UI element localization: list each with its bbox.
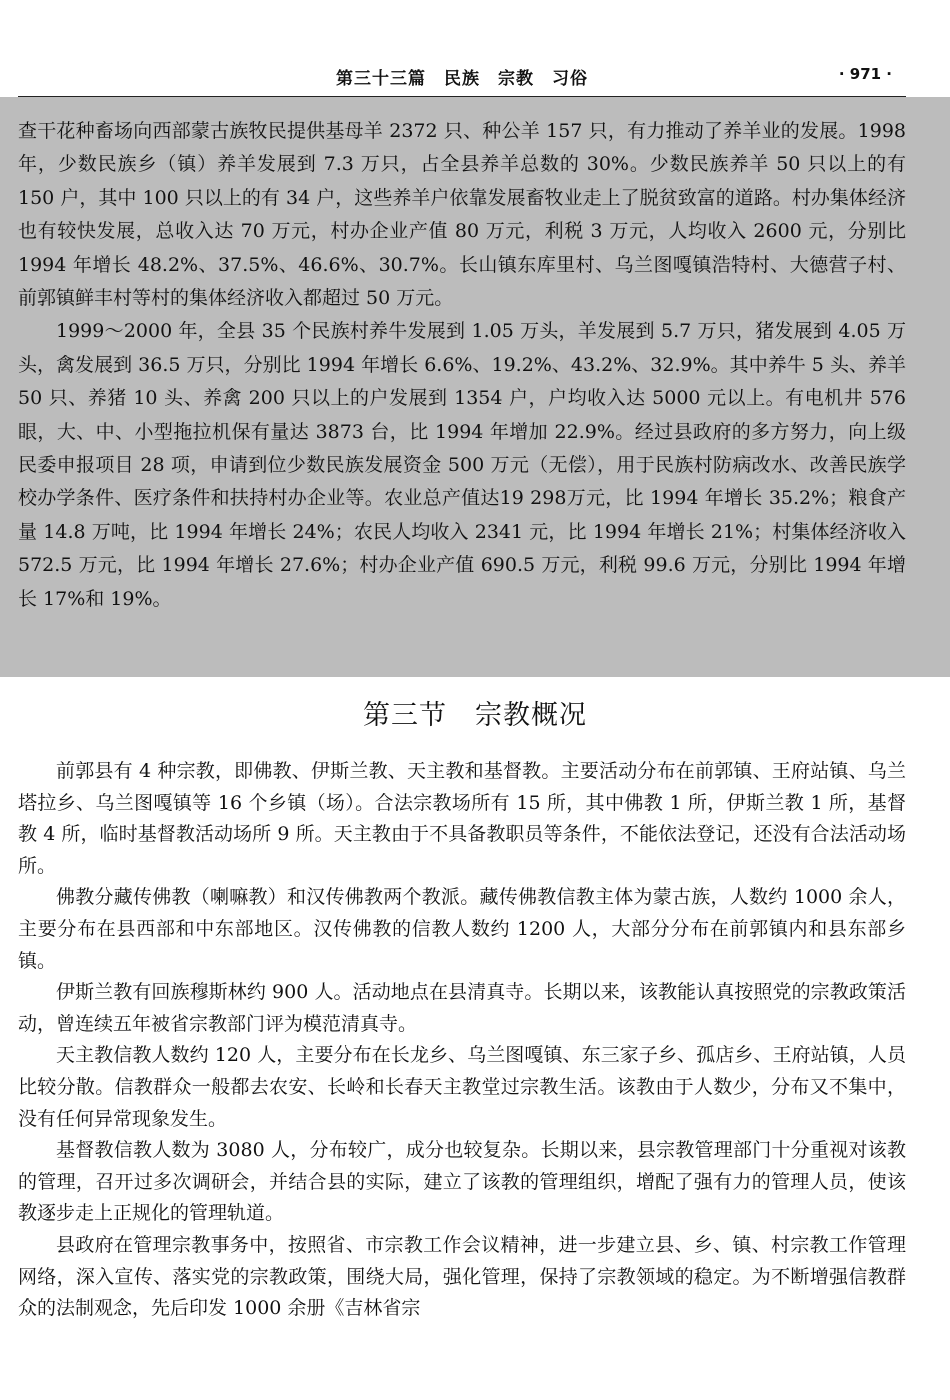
paragraph: 前郭县有 4 种宗教，即佛教、伊斯兰教、天主教和基督教。主要活动分布在前郭镇、王府站镇、乌兰塔拉乡、乌兰图嘎镇等 16 个乡镇（场）。合法宗教场所有 15 所，其中佛教 1 所，伊斯兰教 1 所，基督教 4 所，临时基督教活动场所 9 所。天主教由于不具备教职员等条件，不能依法登记，还没有合法活动场所。 <box>18 760 906 877</box>
page-number: · 971 · <box>838 65 892 83</box>
paragraph: 天主教信教人数约 120 人，主要分布在长龙乡、乌兰图嘎镇、东三家子乡、孤店乡、王府站镇，人员比较分散。信教群众一般都去农安、长岭和长春天主教堂过宗教生活。该教由于人数少，分布又不集中，没有任何异常现象发生。 <box>18 1044 906 1130</box>
paragraph: 伊斯兰教有回族穆斯林约 900 人。活动地点在县清真寺。长期以来，该教能认真按照党的宗教政策活动，曾连续五年被省宗教部门评为模范清真寺。 <box>18 981 906 1035</box>
running-header <box>18 58 906 98</box>
paragraph: 查干花种畜场向西部蒙古族牧民提供基母羊 2372 只、种公羊 157 只，有力推动了养羊业的发展。1998 年，少数民族乡（镇）养羊发展到 7.3 万只，占全县养羊总数的 30%。少数民族养羊 50 只以上的有 150 户，其中 100 只以上的有 34 户，这些养羊户依靠发展畜牧业走上了脱贫致富的道路。村办集体经济也有较快发展，总收入达 70 万元，村办企业产值 80 万元，利税 3 万元，人均收入 2600 元，分别比 1994 年增长 48.2%、37.5%、46.6%、30.7%。长山镇东库里村、乌兰图嘎镇浩特村、大德营子村、前郭镇鲜丰村等村的集体经济收入都超过 50 万元。 <box>18 120 906 310</box>
paragraph: 县政府在管理宗教事务中，按照省、市宗教工作会议精神，进一步建立县、乡、镇、村宗教工作管理网络，深入宣传、落实党的宗教政策，围绕大局，强化管理，保持了宗教领域的稳定。为不断增强信教群众的法制观念，先后印发 1000 余册《吉林省宗 <box>18 1233 906 1320</box>
paragraph: 1999～2000 年，全县 35 个民族村养牛发展到 1.05 万头，羊发展到 5.7 万只，猪发展到 4.05 万头，禽发展到 36.5 万只，分别比 1994 年增长 6.6%、19.2%、43.2%、32.9%。其中养牛 5 头、养羊 50 只、养猪 10 头、养禽 200 只以上的户发展到 1354 户，户均收入达 5000 元以上。有电机井 576 眼，大、中、小型拖拉机保有量达 3873 台，比 1994 年增加 22.9%。经过县政府的多方努力，向上级民委申报项目 28 项，申请到位少数民族发展资金 500 万元（无偿），用于民族村防病改水、改善民族学校办学条件、医疗条件和扶持村办企业等。农业总产值达19 298万元，比 1994 年增长 35.2%；粮食产量 14.8 万吨，比 1994 年增长 24%；农民人均收入 2341 元，比 1994 年增长 21%；村集体经济收入 572.5 万元，比 1994 年增长 27.6%；村办企业产值 690.5 万元，利税 99.6 万元，分别比 1994 年增长 17%和 19%。 <box>18 320 906 610</box>
highlighted-region <box>0 97 950 677</box>
paragraph: 佛教分藏传佛教（喇嘛教）和汉传佛教两个教派。藏传佛教信教主体为蒙古族，人数约 1000 余人，主要分布在县西部和中东部地区。汉传佛教的信教人数约 1200 人，大部分分布在前郭镇内和县东部乡镇。 <box>18 886 906 972</box>
paragraph: 基督教信教人数为 3080 人，分布较广，成分也较复杂。长期以来，县宗教管理部门十分重视对该教的管理，召开过多次调研会，并结合县的实际，建立了该教的管理组织，增配了强有力的管理人员，使该教逐步走上正规化的管理轨道。 <box>18 1139 906 1225</box>
running-header-title: 第三十三篇 民族 宗教 习俗 <box>336 69 588 89</box>
highlighted-text <box>18 115 906 616</box>
section-heading: 第三节 宗教概况 <box>363 700 587 731</box>
section-body <box>18 756 906 1325</box>
